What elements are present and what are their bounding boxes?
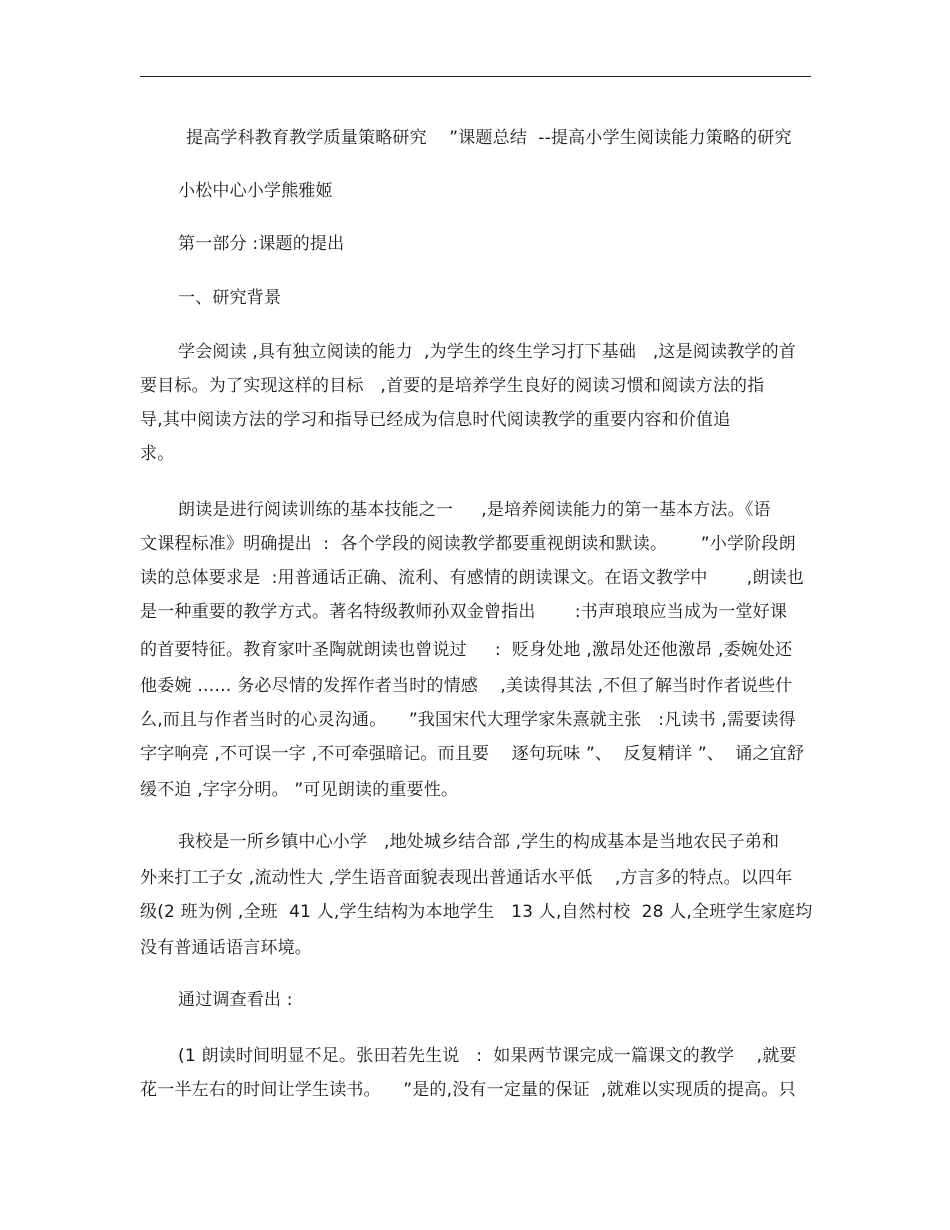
paragraph-line: (1 朗读时间明显不足。张田若先生说 : 如果两节课完成一篇课文的教学 ,就要 bbox=[178, 1046, 797, 1066]
part-heading: 第一部分 :课题的提出 bbox=[178, 234, 345, 254]
paragraph-line: 没有普通话语言环境。 bbox=[140, 938, 312, 958]
header-rule bbox=[140, 76, 811, 77]
paragraph-line: 学会阅读 ,具有独立阅读的能力 ,为学生的终生学习打下基础 ,这是阅读教学的首 bbox=[178, 342, 797, 362]
paragraph-line: 花一半左右的时间让学生读书。 ”是的,没有一定量的保证 ,就难以实现质的提高。只 bbox=[140, 1080, 796, 1100]
paragraph-line: 文课程标准》明确提出 : 各个学段的阅读教学都要重视朗读和默读。 ”小学阶段朗 bbox=[140, 534, 796, 554]
paragraph-line: 是一种重要的教学方式。著名特级教师孙双金曾指出 :书声琅琅应当成为一堂好课 bbox=[140, 602, 788, 622]
paragraph-line: 求。 bbox=[140, 444, 175, 464]
paragraph-line: 么,而且与作者当时的心灵沟通。 ”我国宋代大理学家朱熹就主张 :凡读书 ,需要读得 bbox=[140, 710, 796, 730]
section-heading: 一、研究背景 bbox=[178, 288, 282, 308]
paragraph-line: 导,其中阅读方法的学习和指导已经成为信息时代阅读教学的重要内容和价值追 bbox=[140, 410, 731, 430]
paragraph-line: 要目标。为了实现这样的目标 ,首要的是培养学生良好的阅读习惯和阅读方法的指 bbox=[140, 376, 765, 396]
paragraph-line: 外来打工子女 ,流动性大 ,学生语音面貌表现出普通话水平低 ,方言多的特点。以四年 bbox=[140, 868, 793, 888]
paragraph-line: 通过调查看出 : bbox=[178, 990, 293, 1010]
paragraph-line: 读的总体要求是 :用普通话正确、流利、有感情的朗读课文。在语文教学中 ,朗读也 bbox=[140, 568, 804, 588]
paragraph-line: 我校是一所乡镇中心小学 ,地处城乡结合部 ,学生的构成基本是当地农民子弟和 bbox=[178, 832, 780, 852]
paragraph-line: 字字响亮 ,不可误一字 ,不可牵强暗记。而且要 逐句玩味 ”、 反复精详 ”、 诵之宜舒 bbox=[140, 744, 805, 764]
author-line: 小松中心小学熊雅姬 bbox=[178, 181, 333, 201]
document-title: 提高学科教育教学质量策略研究 ”课题总结 --提高小学生阅读能力策略的研究 bbox=[186, 128, 792, 148]
paragraph-line: 他委婉 …… 务必尽情的发挥作者当时的情感 ,美读得其法 ,不但了解当时作者说些什 bbox=[140, 676, 793, 696]
paragraph-line: 的首要特征。教育家叶圣陶就朗读也曾说过 : 贬身处地 ,激昂处还他激昂 ,委婉处还 bbox=[140, 640, 793, 660]
paragraph-line: 朗读是进行阅读训练的基本技能之一 ,是培养阅读能力的第一基本方法。《语 bbox=[178, 500, 771, 520]
paragraph-line: 缓不迫 ,字字分明。 ”可见朗读的重要性。 bbox=[140, 780, 459, 800]
paragraph-line: 级(2 班为例 ,全班 41 人,学生结构为本地学生 13 人,自然村校 28 人,全班学生家庭均 bbox=[140, 902, 813, 922]
